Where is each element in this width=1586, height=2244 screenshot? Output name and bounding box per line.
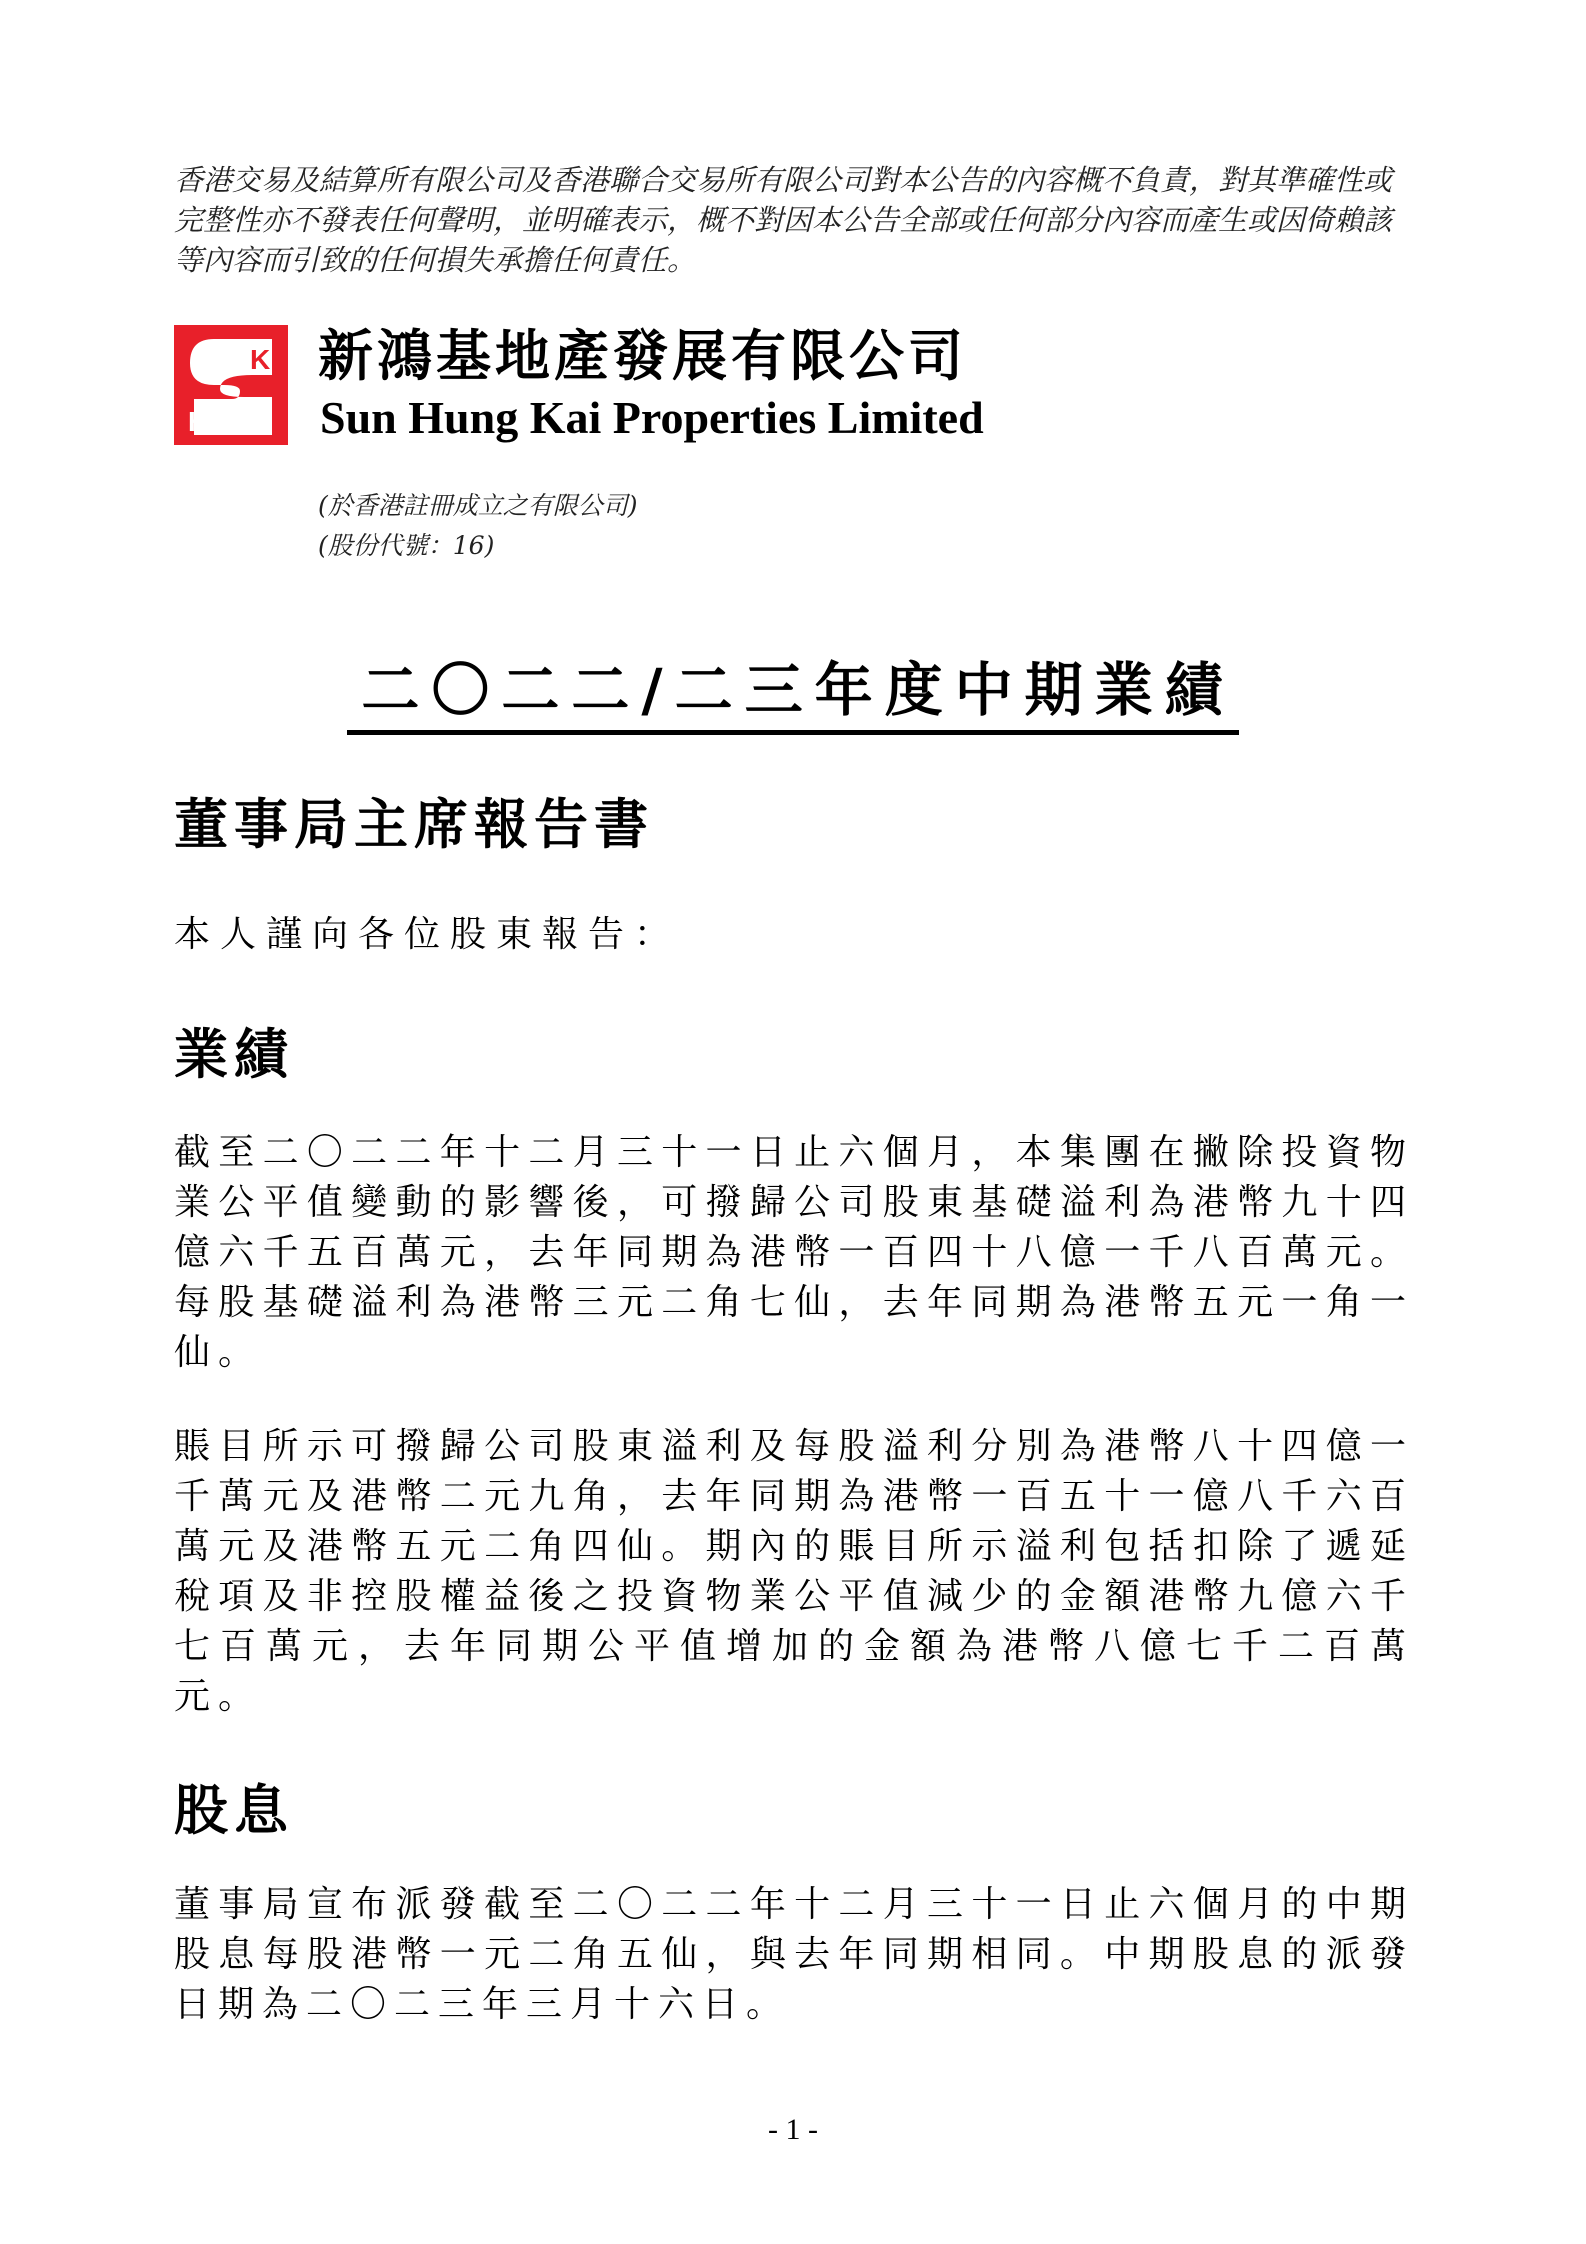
- report-title-text: 二〇二二/二三年度中期業績: [347, 656, 1238, 735]
- company-name-english: Sun Hung Kai Properties Limited: [320, 392, 984, 443]
- chairman-report-heading: 董事局主席報告書: [174, 793, 654, 856]
- shk-logo-graphic: [174, 325, 288, 445]
- page-number: - 1 -: [768, 2113, 818, 2146]
- company-name-chinese: 新鴻基地產發展有限公司: [318, 324, 968, 388]
- incorporation-note: (於香港註冊成立之有限公司): [318, 491, 638, 520]
- dividend-heading: 股息: [174, 1779, 294, 1842]
- results-paragraph-2: 賬目所示可撥歸公司股東溢利及每股溢利分別為港幣八十四億一千萬元及港幣二元九角，去年同期為港幣一百五十一億八千六百萬元及港幣五元二角四仙。期內的賬目所示溢利包括扣除了遞延稅項及非控股權益後之投資物業公平值減少的金額港幣九億六千七百萬元，去年同期公平值增加的金額為港幣八億七千二百萬元。: [174, 1426, 1414, 1717]
- company-logo: [174, 325, 288, 445]
- disclaimer-line-2: 完整性亦不發表任何聲明，並明確表示，概不對因本公告全部或任何部分內容而產生或因倚賴該: [174, 203, 1393, 237]
- disclaimer-block: [174, 160, 1434, 280]
- registration-info: [318, 486, 638, 566]
- results-heading: 業績: [174, 1023, 294, 1086]
- logo-letter-k: K: [250, 344, 271, 375]
- dividend-paragraph-1: 董事局宣布派發截至二〇二二年十二月三十一日止六個月的中期股息每股港幣一元二角五仙，與去年同期相同。中期股息的派發日期為二〇二三年三月十六日。: [174, 1884, 1414, 2025]
- stock-code: (股份代號：16): [318, 531, 495, 560]
- report-title: [0, 652, 1586, 728]
- disclaimer-line-3: 等內容而引致的任何損失承擔任何責任。: [174, 243, 697, 277]
- logo-letter-h: H: [188, 406, 209, 437]
- salutation: 本人謹向各位股東報告：: [174, 914, 681, 955]
- results-paragraph-1: 截至二〇二二年十二月三十一日止六個月，本集團在撇除投資物業公平值變動的影響後，可撥歸公司股東基礎溢利為港幣九十四億六千五百萬元，去年同期為港幣一百四十八億一千八百萬元。每股基礎溢利為港幣三元二角七仙，去年同期為港幣五元一角一仙。: [174, 1132, 1414, 1373]
- disclaimer-line-1: 香港交易及結算所有限公司及香港聯合交易所有限公司對本公告的內容概不負責，對其準確性或: [174, 163, 1393, 197]
